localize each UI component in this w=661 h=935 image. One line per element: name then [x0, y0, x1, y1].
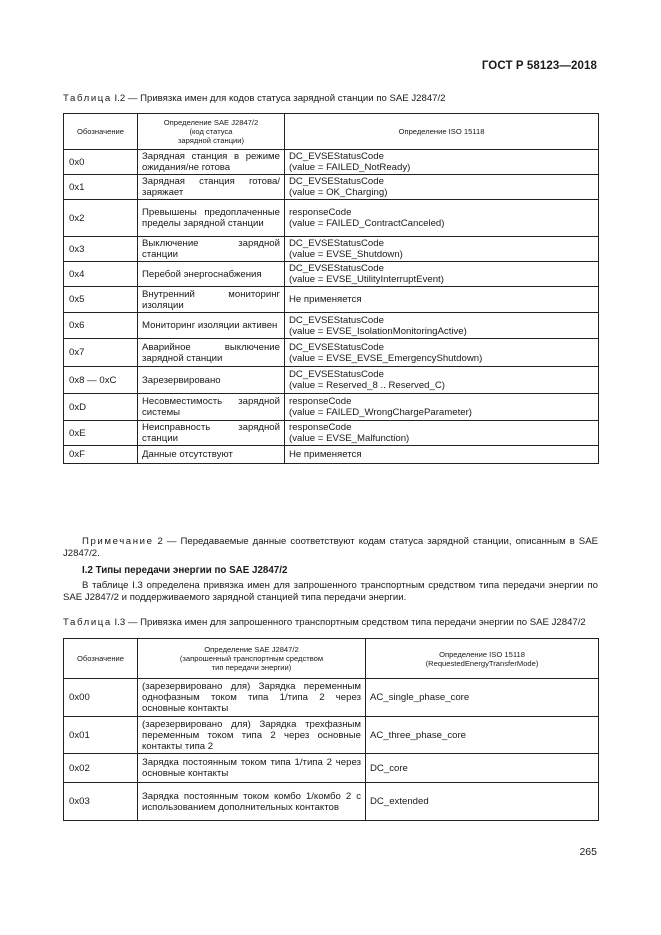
page-number: 265	[579, 846, 597, 858]
table-row	[64, 367, 599, 394]
iso-definition-cell: responseCode (value = EVSE_Malfunction)	[285, 421, 599, 446]
column-header-sae-definition: Определение SAE J2847/2 (запрошенный транспортным средством тип передачи энергии)	[138, 639, 366, 679]
iso-definition-cell: DC_EVSEStatusCode (value = EVSE_EVSE_EmergencyShutdown)	[285, 339, 599, 367]
table-i3-caption	[63, 617, 586, 628]
table-row	[64, 262, 599, 287]
code-cell: 0x2	[64, 200, 138, 237]
table-row	[64, 421, 599, 446]
code-cell: 0x1	[64, 175, 138, 200]
iso-definition-cell: DC_EVSEStatusCode (value = EVSE_UtilityInterruptEvent)	[285, 262, 599, 287]
column-header-designation: Обозначение	[64, 639, 138, 679]
iso-definition-cell: DC_extended	[366, 783, 599, 821]
table-i2-caption-text: I.2 — Привязка имен для кодов статуса зарядной станции по SAE J2847/2	[114, 93, 446, 104]
iso-definition-cell: AC_three_phase_core	[366, 717, 599, 754]
sae-definition-cell: Зарядная станция в режиме ожидания/не готова	[138, 150, 285, 175]
sae-definition-cell: Внутренний мониторинг изоляции	[138, 287, 285, 313]
table-row	[64, 783, 599, 821]
code-cell: 0x02	[64, 754, 138, 783]
table-i3-caption-lead: Таблица	[63, 617, 112, 628]
code-cell: 0x5	[64, 287, 138, 313]
table-header-row	[64, 114, 599, 150]
sae-definition-cell: Зарядка постоянным током комбо 1/комбо 2 с использованием дополнительных контактов	[138, 783, 366, 821]
table-row	[64, 339, 599, 367]
sae-definition-cell: Аварийное выключение зарядной станции	[138, 339, 285, 367]
table-row	[64, 150, 599, 175]
table-row	[64, 446, 599, 464]
code-cell: 0x01	[64, 717, 138, 754]
table-row	[64, 175, 599, 200]
table-row	[64, 287, 599, 313]
sae-definition-cell: Перебой энергоснабжения	[138, 262, 285, 287]
code-cell: 0x6	[64, 313, 138, 339]
sae-definition-cell: (зарезервировано для) Зарядка трехфазным переменным током типа 2 через основные контакты типа 2	[138, 717, 366, 754]
table-i2-caption-lead: Таблица	[63, 93, 112, 104]
code-cell: 0x3	[64, 237, 138, 262]
table-row	[64, 237, 599, 262]
column-header-designation: Обозначение	[64, 114, 138, 150]
table-note	[63, 536, 598, 560]
sae-definition-cell: Зарядка постоянным током типа 1/типа 2 через основные контакты	[138, 754, 366, 783]
note-text: 2 — Передаваемые данные соответствуют кодам статуса зарядной станции, описанным в SAE J2847/2.	[63, 536, 598, 559]
iso-definition-cell: Не применяется	[285, 287, 599, 313]
table-row	[64, 394, 599, 421]
code-cell: 0xD	[64, 394, 138, 421]
iso-definition-cell: DC_EVSEStatusCode (value = FAILED_NotReady)	[285, 150, 599, 175]
iso-definition-cell: DC_EVSEStatusCode (value = EVSE_IsolationMonitoringActive)	[285, 313, 599, 339]
sae-definition-cell: Мониторинг изоляции активен	[138, 313, 285, 339]
iso-definition-cell: AC_single_phase_core	[366, 679, 599, 717]
code-cell: 0x7	[64, 339, 138, 367]
iso-definition-cell: DC_EVSEStatusCode (value = Reserved_8 .. Reserved_C)	[285, 367, 599, 394]
iso-definition-cell: Не применяется	[285, 446, 599, 464]
section-paragraph: В таблице I.3 определена привязка имен для запрошенного транспортным средством типа передачи энергии по SAE J2847/2 и поддерживаемого зарядной станцией типа передачи энергии.	[63, 580, 598, 603]
code-cell: 0x4	[64, 262, 138, 287]
table-i3	[63, 638, 599, 821]
sae-definition-cell: Данные отсутствуют	[138, 446, 285, 464]
code-cell: 0xE	[64, 421, 138, 446]
table-row	[64, 717, 599, 754]
section-heading: I.2 Типы передачи энергии по SAE J2847/2	[82, 565, 288, 576]
code-cell: 0x0	[64, 150, 138, 175]
code-cell: 0x8 — 0xC	[64, 367, 138, 394]
code-cell: 0x03	[64, 783, 138, 821]
iso-definition-cell: DC_EVSEStatusCode (value = OK_Charging)	[285, 175, 599, 200]
code-cell: 0x00	[64, 679, 138, 717]
table-row	[64, 313, 599, 339]
table-row	[64, 679, 599, 717]
table-header-row	[64, 639, 599, 679]
code-cell: 0xF	[64, 446, 138, 464]
sae-definition-cell: Неисправность зарядной станции	[138, 421, 285, 446]
column-header-sae-definition: Определение SAE J2847/2 (код статуса зарядной станции)	[138, 114, 285, 150]
sae-definition-cell: (зарезервировано для) Зарядка переменным однофазным током типа 1/типа 2 через основные контакты	[138, 679, 366, 717]
table-i2-body	[64, 150, 599, 464]
table-row	[64, 200, 599, 237]
iso-definition-cell: responseCode (value = FAILED_WrongChargeParameter)	[285, 394, 599, 421]
column-header-iso-definition: Определение ISO 15118	[285, 114, 599, 150]
table-i3-caption-text: I.3 — Привязка имен для запрошенного транспортным средством типа передачи энергии по SAE J2847/2	[114, 617, 586, 628]
column-header-iso-definition: Определение ISO 15118 (RequestedEnergyTransferMode)	[366, 639, 599, 679]
sae-definition-cell: Выключение зарядной станции	[138, 237, 285, 262]
iso-definition-cell: responseCode (value = FAILED_ContractCanceled)	[285, 200, 599, 237]
iso-definition-cell: DC_EVSEStatusCode (value = EVSE_Shutdown)	[285, 237, 599, 262]
sae-definition-cell: Зарезервировано	[138, 367, 285, 394]
standard-header: ГОСТ Р 58123—2018	[481, 60, 597, 72]
sae-definition-cell: Несовместимость зарядной системы	[138, 394, 285, 421]
table-i3-body	[64, 679, 599, 821]
iso-definition-cell: DC_core	[366, 754, 599, 783]
table-row	[64, 754, 599, 783]
sae-definition-cell: Превышены предоплаченные пределы зарядной станции	[138, 200, 285, 237]
sae-definition-cell: Зарядная станция готова/заряжает	[138, 175, 285, 200]
table-i2-caption	[63, 93, 446, 104]
table-i2	[63, 113, 599, 464]
note-lead: Примечание	[82, 536, 154, 547]
